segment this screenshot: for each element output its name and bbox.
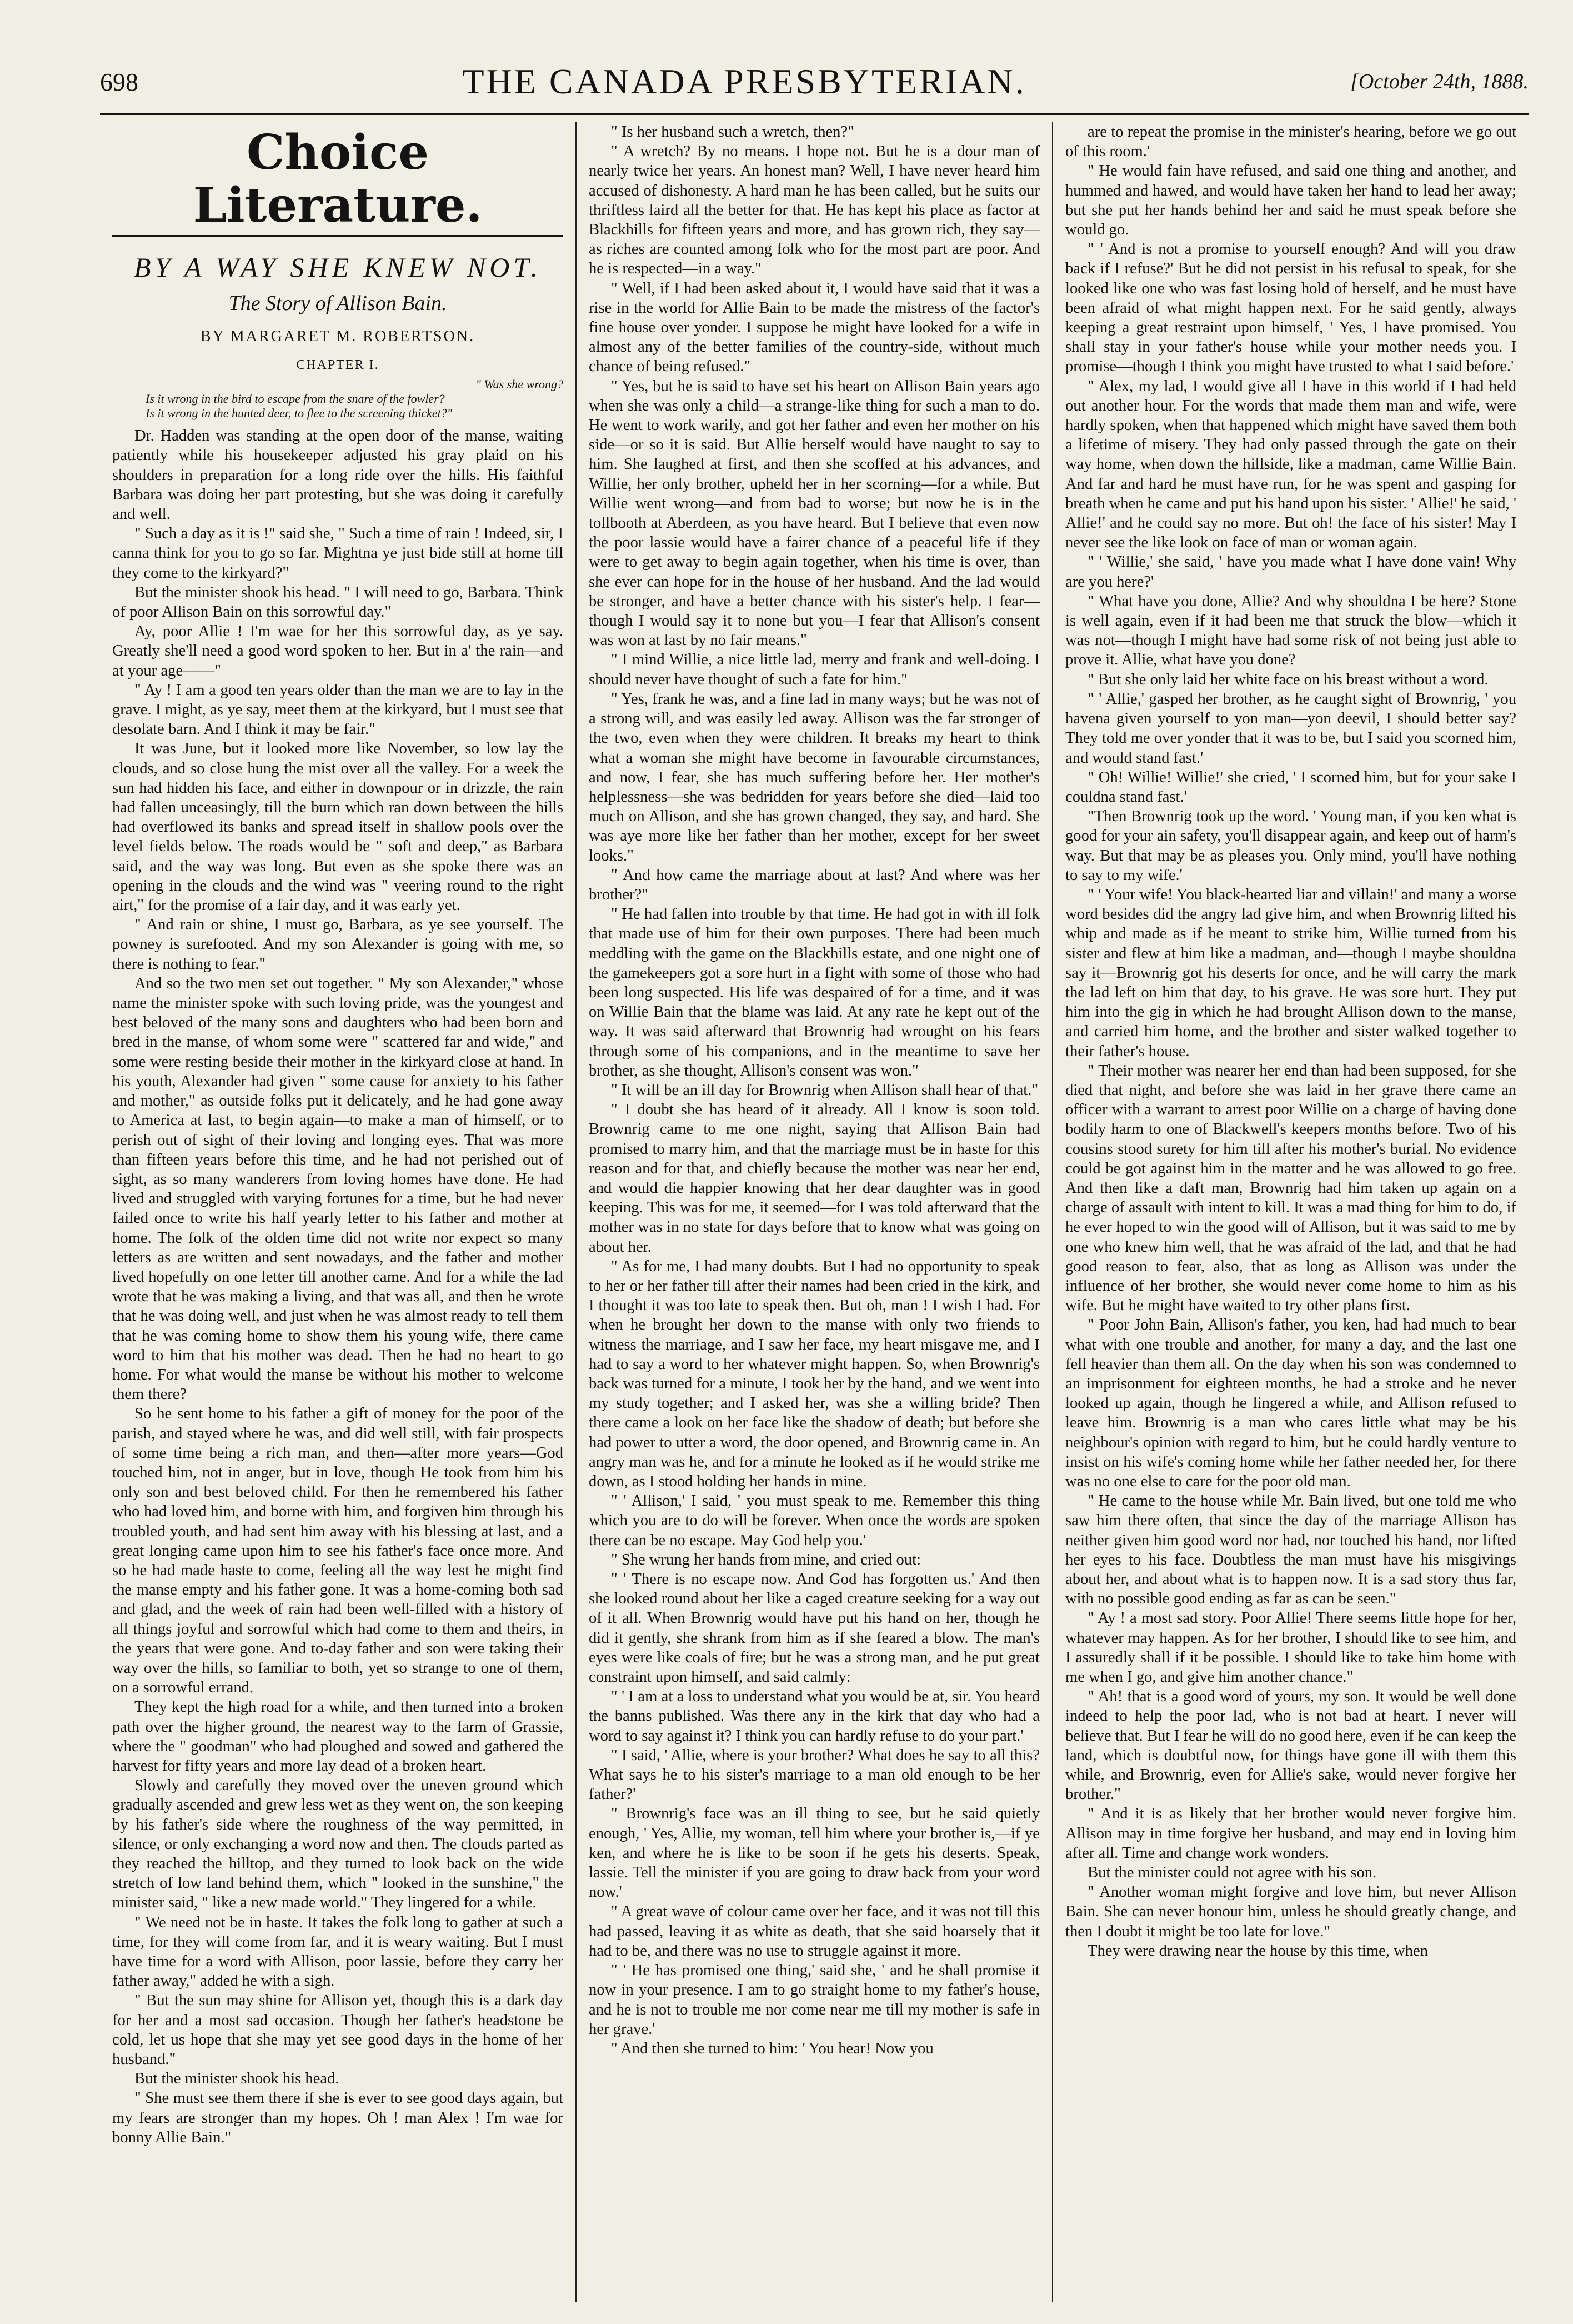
paragraph: But the minister shook his head. [134,2070,339,2088]
column-3 [1052,122,1529,2302]
paragraph: " Ay ! I am a good ten years older than the man we are to lay in the grave. I might, as ye say, meet them at the kirkyard, but I must see that desolate barn. And I think it may be fair." [112,681,563,738]
paragraph: They kept the high road for a while, and then turned into a broken path over the higher ground, the nearest way to the farm of Grassie, where the " goodman" who had ploughed and sowed and gathered the harvest for fifty years and more lay dead of a broken heart. [112,1698,563,1775]
paragraph: " And how came the marriage about at last? And where was her brother?" [589,866,1040,903]
paragraph: " A wretch? By no means. I hope not. But he is a dour man of nearly twice her years. An honest man? Well, I have never heard him accused of dishonesty. A hard man he has been called, but he suits our thriftless laird all the better for that. He has kept his place as factor at Blackhills for fifteen years and more, and has grown rich, they say—as riches are counted among folk who for the most part are poor. And he is respected—in a way." [589,143,1040,278]
page-number: 698 [100,67,138,96]
column-2-body [589,122,1040,2058]
story-subtitle: The Story of Allison Bain. [228,292,447,316]
paragraph: " Ay ! a most sad story. Poor Allie! There seems little hope for her, whatever may happen. As for her brother, I should like to see him, and I assuredly shall if it be possible. I should like to take him home with me when I go, and give him another chance." [1065,1610,1516,1686]
epigraph-line: Is it wrong in the hunted deer, to flee to the screening thicket?" [146,406,452,421]
paragraph: " Brownrig's face was an ill thing to see, but he said quietly enough, ' Yes, Allie, my woman, tell him where your brother is,—if ye ken, and where he is like to be soon if he gets his deserts. Speak, lassie. Tell the minister if you are going to draw back from your word now.' [589,1805,1040,1901]
paragraph: And so the two men set out together. " My son Alexander," whose name the minister spoke with such loving pride, was the youngest and best beloved of the many sons and daughters who had been born and bred in the manse, of whom some were " scattered far and wide," and some were resting beside their mother in the kirkyard close at hand. In his youth, Alexander had given " some cause for anxiety to his father and mother," as outside folks put it delicately, and he had gone away to America at last, to begin again—to make a man of himself, or to perish out of sight of their loving and longing eyes. That was more than fifteen years before this time, and he had not perished out of sight, as so many wanderers from loving homes have done. He had lived and struggled with varying fortunes for a time, but he had never failed once to write his half yearly letter to his father and mother at home. The folk of the olden time did not write nor expect so many letters as are written and sent nowadays, and the father and mother lived hopefully on one letter till another came. And for a while the lad wrote that he was making a living, and that was all, and then he wrote that he was doing well, and just when he was almost ready to tell them that he was coming home to show them his young wife, there came word to him that his mother was dead. Then he had no heart to go home. For what would the manse be without his mother to welcome them there? [112,974,563,1403]
paragraph: " It will be an ill day for Brownrig when Allison shall hear of that." [611,1081,1039,1099]
paragraph: But the minister shook his head. " I will need to go, Barbara. Think of poor Allison Bain on this sorrowful day." [112,583,563,621]
epigraph-line: " Was she wrong? [475,377,563,392]
section-heading: Choice Literature. [193,124,483,233]
paragraph: " But the sun may shine for Allison yet, though this is a dark day for her and a most sad occasion. Though her father's headstone be cold, let us hope that she may yet see good days in the home of her husband." [112,1992,563,2068]
paragraph: Slowly and carefully they moved over the uneven ground which gradually ascended and grew less wet as they went on, the son keeping by his father's side where the roughness of the way permitted, in silence, or only exchanging a word now and then. The clouds parted as they reached the hilltop, and they turned to look back on the wide stretch of low land behind them, which " looked in the sunshine," the minister said, " like a new made world." They lingered for a while. [112,1777,563,1912]
paragraph: " And then she turned to him: ' You hear! Now you [611,2040,934,2057]
paragraph: " He came to the house while Mr. Bain lived, but one told me who saw him there often, that since the day of the marriage Allison has neither given him good word nor had, nor touched his hand, nor lifted her eyes to his face. Doubtless the man must have his misgivings about her, and about what is to happen now. It is a sad story thus far, with no possible good ending as far as can be seen." [1065,1492,1516,1608]
journal-title: THE CANADA PRESBYTERIAN. [462,62,1026,101]
paragraph: Dr. Hadden was standing at the open door of the manse, waiting patiently while his housekeeper adjusted his gray plaid on his shoulders in preparation for a long ride over the hills. His faithful Barbara was doing her part protesting, but she was doing it carefully and well. [112,427,563,523]
byline: BY MARGARET M. ROBERTSON. [200,328,475,346]
paragraph: " A great wave of colour came over her face, and it was not till this had passed, leaving it as white as death, that she said hoarsely that it had to be, and there was no use to struggle against it more. [589,1903,1040,1960]
epigraph [146,377,563,421]
column-2 [575,122,1052,2302]
chapter-heading: CHAPTER I. [296,358,379,373]
paragraph: " And rain or shine, I must go, Barbara, as ye see yourself. The powney is surefooted. And my son Alexander is going with me, so there is nothing to fear." [112,916,563,973]
paragraph: " ' He has promised one thing,' said she, ' and he shall promise it now in your presence. I am to go straight home to my father's house, and he is not to trouble me nor come near me till my mother is safe in her grave.' [589,1962,1040,2038]
paragraph: "Then Brownrig took up the word. ' Young man, if you ken what is good for your ain safety, you'll disappear again, and keep out of harm's way. But that may be as pleases you. Only mind, you'll have nothing to say to my wife.' [1065,808,1516,884]
paragraph: " Yes, but he is said to have set his heart on Allison Bain years ago when she was only a child—a strange-like thing for such a man to do. He went to work warily, and got her father and even her mother on his side—or so it is said. But Allie herself would have naught to say to him. She laughed at first, and then she scoffed at his advances, and Willie, her only brother, upheld her in her scorning—for a while. But Willie went wrong—and from bad to worse; but now he is in the tollbooth at Aberdeen, as you have heard. But I believe that even now the poor lassie would have a fairer chance of a peaceful life if they were to get away to begin again together, when his time is over, than she ever can hope for in the house of her husband. And the lad would be stronger, and have a better chance with his sister's help. I fear—though I would say it to none but you—I fear that Allison's consent was won at last by no fair means." [589,377,1040,649]
column-3-body [1065,122,1516,1961]
paragraph: " As for me, I had many doubts. But I had no opportunity to speak to her or her father till after their names had been cried in the kirk, and I thought it was too late to speak then. But oh, man ! I wish I had. For when he brought her down to the manse with only two friends to witness the marriage, and I saw her face, my heart misgave me, and I had to say a word to her whatever might happen. So, when Brownrig's back was turned for a minute, I took her by the hand, and we went into my study together; and I asked her, was she a willing bride? Then there came a look on her face like the shadow of death; but before she had power to utter a word, the door opened, and Brownrig came in. An angry man was he, and for a minute he looked as if he would strike me down, as I stood holding her hands in mine. [589,1257,1040,1491]
paragraph: " ' Willie,' she said, ' have you made what I have done vain! Why are you here?' [1065,553,1516,591]
paragraph: " Yes, frank he was, and a fine lad in many ways; but he was not of a strong will, and was easily led away. Allison was the far stronger of the two, even when they were children. It breaks my heart to think what a woman she might have become in favourable circumstances, and now, I fear, she has much suffering before her. Her mother's helplessness—she was bedridden for years before she died—laid too much on Allison, and she has grown changed, they say, and hard. She was aye more like her father than her mother, except for her sweet looks." [589,690,1040,864]
paragraph: It was June, but it looked more like November, so low lay the clouds, and so close hung the mist over all the valley. For a week the sun had hidden his face, and either in downpour or in drizzle, the rain had fallen unceasingly, till the burn which ran down between the hills had overflowed its banks and spread itself in shallow pools over the level fields below. The roads would be " soft and deep," as Barbara said, and the way was long. But even as she spoke there was an opening in the clouds and the wind was " veering round to the right airt," for the promise of a fair day, and it was early yet. [112,740,563,914]
paragraph: " And it is as likely that her brother would never forgive him. Allison may in time forgive her husband, and may end in loving him after all. Time and change work wonders. [1065,1805,1516,1862]
paragraph: So he sent home to his father a gift of money for the poor of the parish, and stayed where he was, and did well still, with fair prospects of some time being a rich man, and then—after more years—God touched him, not in anger, but in love, though He took from him his only son and best beloved child. For then he remembered his father who had loved him, and borne with him, and forgiven him through his troubled youth, and had sent him away with his blessing at last, and a great longing came upon him to see his father's face once more. And so he had made haste to come, feeling all the way lest he might find the manse empty and his father gone. It was a home-coming both sad and glad, and the week of rain had been well-filled with a history of all things joyful and sorrowful which had come to them and theirs, in the years that were gone. And to-day father and son were taking their way over the hills, so familiar to both, yet so strange to one of them, on a sorrowful errand. [112,1405,563,1697]
header-rule [100,113,1529,115]
paragraph: " What have you done, Allie? And why shouldna I be here? Stone is well again, even if it had been me that struck the blow—which it was not—though I might have had some risk of not being just able to prove it. Allie, what have you done? [1065,592,1516,669]
paragraph: " I doubt she has heard of it already. All I know is soon told. Brownrig came to me one night, saying that Allison Bain had promised to marry him, and that the marriage must be in haste for this reason and for that, and chiefly because the mother was near her end, and would die happier knowing that her dear daughter was in good keeping. This was for me, it seemed—for I was told afterward that the mother was in no state for days before that to know what was going on about her. [589,1101,1040,1256]
issue-date: [October 24th, 1888. [1350,70,1529,93]
paragraph: " Well, if I had been asked about it, I would have said that it was a rise in the world for Allie Bain to be made the mistress of the factor's fine house over yonder. I suppose he might have looked for a wife in almost any of the better families of the country-side, without much chance of being refused." [589,279,1040,376]
column-1-body [112,426,563,2147]
story-title: BY A WAY SHE KNEW NOT. [134,252,542,283]
paragraph: " ' I am at a loss to understand what you would be at, sir. You heard the banns published. Was there any in the kirk that day who had a word to say against it? I think you can hardly refuse to do your part.' [589,1688,1040,1745]
article-columns [100,122,1529,2302]
paragraph: " I said, ' Allie, where is your brother? What does he say to all this? What says he to his sister's marriage to a man old enough to be her father?' [589,1746,1040,1803]
page-header [100,51,1529,112]
paragraph: " He had fallen into trouble by that time. He had got in with ill folk that made use of him for their own purposes. There had been much meddling with the game on the Blackhills estate, and one night one of the gamekeepers got a sore hurt in a fight with some of those who had been long suspected. His life was despaired of for a time, and it was on Willie Bain that the blame was laid. At any rate he kept out of the way. It was said afterward that Brownrig had wrought on his fears through some of his companions, and in the meantime to save her brother, as she thought, Allison's consent was won." [589,906,1040,1079]
paragraph: " I mind Willie, a nice little lad, merry and frank and well-doing. I should never have thought of such a fate for him." [589,651,1040,688]
paragraph: " Their mother was nearer her end than had been supposed, for she died that night, and before she was laid in her grave there came an officer with a warrant to arrest poor Willie on a charge of having done bodily harm to one of Blackwell's keepers months before. Two of his cousins stood surety for him till after his mother's burial. No evidence could be got against him in the matter and he was allowed to go free. And then like a daft man, Brownrig had him taken up again on a charge of assault with intent to kill. It was a mad thing for him to do, if he ever hoped to win the good will of Allison, but it was said to me by one who knew him well, that he was afraid of the lad, and that he had good reason to fear, also, that as long as Allison was under the influence of her brother, she would never come home to him as his wife. But he might have waited to try other plans first. [1065,1062,1516,1315]
paragraph: " She must see them there if she is ever to see good days again, but my fears are stronger than my hopes. Oh ! man Alex ! I'm wae for bonny Allie Bain." [112,2090,563,2146]
paragraph: " He would fain have refused, and said one thing and another, and hummed and hawed, and would have taken her hand to lead her away; but she put her hands behind her and said he must speak before she would go. [1065,162,1516,239]
paragraph: " Oh! Willie! Willie!' she cried, ' I scorned him, but for your sake I couldna stand fast.' [1065,768,1516,806]
paragraph: " She wrung her hands from mine, and cried out: [611,1551,921,1568]
paragraph: " Another woman might forgive and love him, but never Allison Bain. She can never honour him, unless he should greatly change, and then I doubt it might be too late for love." [1065,1883,1516,1940]
paragraph: " Alex, my lad, I would give all I have in this world if I had held out another hour. For the words that made them man and wife, were hardly spoken, when that happened which might have saved them both a lifetime of misery. They had only passed through the gate on their way home, when down the hillside, like a madman, came Willie Bain. And far and hard he must have run, for he was spent and gasping for breath when he came and put his hand upon his sister. ' Allie!' he said, ' Allie!' and he could say no more. But oh! the face of his sister! May I never see the like look on face of man or woman again. [1065,377,1516,552]
epigraph-line: Is it wrong in the bird to escape from the snare of the fowler? [146,392,445,406]
paragraph: " Ah! that is a good word of yours, my son. It would be well done indeed to help the poor lad, who is not bad at heart. I never will believe that. But I fear he will do no good here, even if he can keep the land, which is doubtful now, for things have gone ill with them this while, and Brownrig, even for Allie's sake, would never forgive her brother." [1065,1688,1516,1803]
paragraph: are to repeat the promise in the minister's hearing, before we go out of this room.' [1065,123,1516,161]
paragraph: " ' Allison,' I said, ' you must speak to me. Remember this thing which you are to do will be forever. When once the words are spoken there can be no escape. May God help you.' [589,1492,1040,1549]
paragraph: " ' And is not a promise to yourself enough? And will you draw back if I refuse?' But he did not persist in his refusal to speak, for she looked like one who was fast losing hold of herself, and he must have been afraid of what might happen next. For he said gently, always keeping a great restraint upon himself, ' Yes, I have promised. You shall stay in your father's house while your mother needs you. I promise—though I think you might have trusted to what I said before.' [1065,241,1516,376]
paragraph: " ' Your wife! You black-hearted liar and villain!' and many a worse word besides did the angry lad give him, and when Brownrig lifted his whip and made as if he meant to strike him, Willie turned from his sister and flew at him like a madman, and—though I maybe shouldna say it—Brownrig got his deserts for once, and he will carry the mark the lad left on him that day, to his grave. He was sore hurt. They put him into the gig in which he had brought Allison down to the manse, and carried him home, and the brother and sister walked together to their father's house. [1065,886,1516,1060]
section-rule [112,235,563,237]
paragraph: " Such a day as it is !" said she, " Such a time of rain ! Indeed, sir, I canna think for you to go so far. Mightna ye just bide still at home till they come to the kirkyard?" [112,525,563,582]
paragraph: But the minister could not agree with his son. [1088,1864,1377,1882]
paragraph: " But she only laid her white face on his breast without a word. [1088,671,1489,688]
paragraph: They were drawing near the house by this time, when [1088,1942,1429,1960]
paragraph: " Is her husband such a wretch, then?" [611,123,854,141]
paragraph: " Poor John Bain, Allison's father, you ken, had had much to bear what with one trouble and another, for many a day, and the last one fell heavier than them all. On the day when his son was condemned to an imprisonment for eighteen months, he had a stroke and he never looked up again, though he lingered a while, and Allison refused to leave him. Brownrig is a man who cares little what may be his neighbour's opinion with regard to him, but he could hardly venture to insist on his wife's coming home while her father needed her, for there was no one else to care for the poor old man. [1065,1316,1516,1491]
paragraph: " ' There is no escape now. And God has forgotten us.' And then she looked round about her like a caged creature seeking for a way out of it all. When Brownrig would have put his hand on her, though he did it gently, she shrank from him as if she feared a blow. The man's eyes were like coals of fire; but he was a strong man, and he put great constraint upon himself, and said calmly: [589,1571,1040,1686]
paragraph: " We need not be in haste. It takes the folk long to gather at such a time, for they will come from far, and it is weary waiting. But I must have time for a word with Allison, poor lassie, before they carry her father away," added he with a sigh. [112,1913,563,1990]
paragraph: Ay, poor Allie ! I'm wae for her this sorrowful day, as ye say. Greatly she'll need a good word spoken to her. But in a' the rain—and at your age——" [112,623,563,679]
column-1 [100,122,575,2302]
paragraph: " ' Allie,' gasped her brother, as he caught sight of Brownrig, ' you havena given yourself to yon man—yon deevil, I should better say? They told me over yonder that it was to be, but I said you scorned him, and would stand fast.' [1065,690,1516,767]
